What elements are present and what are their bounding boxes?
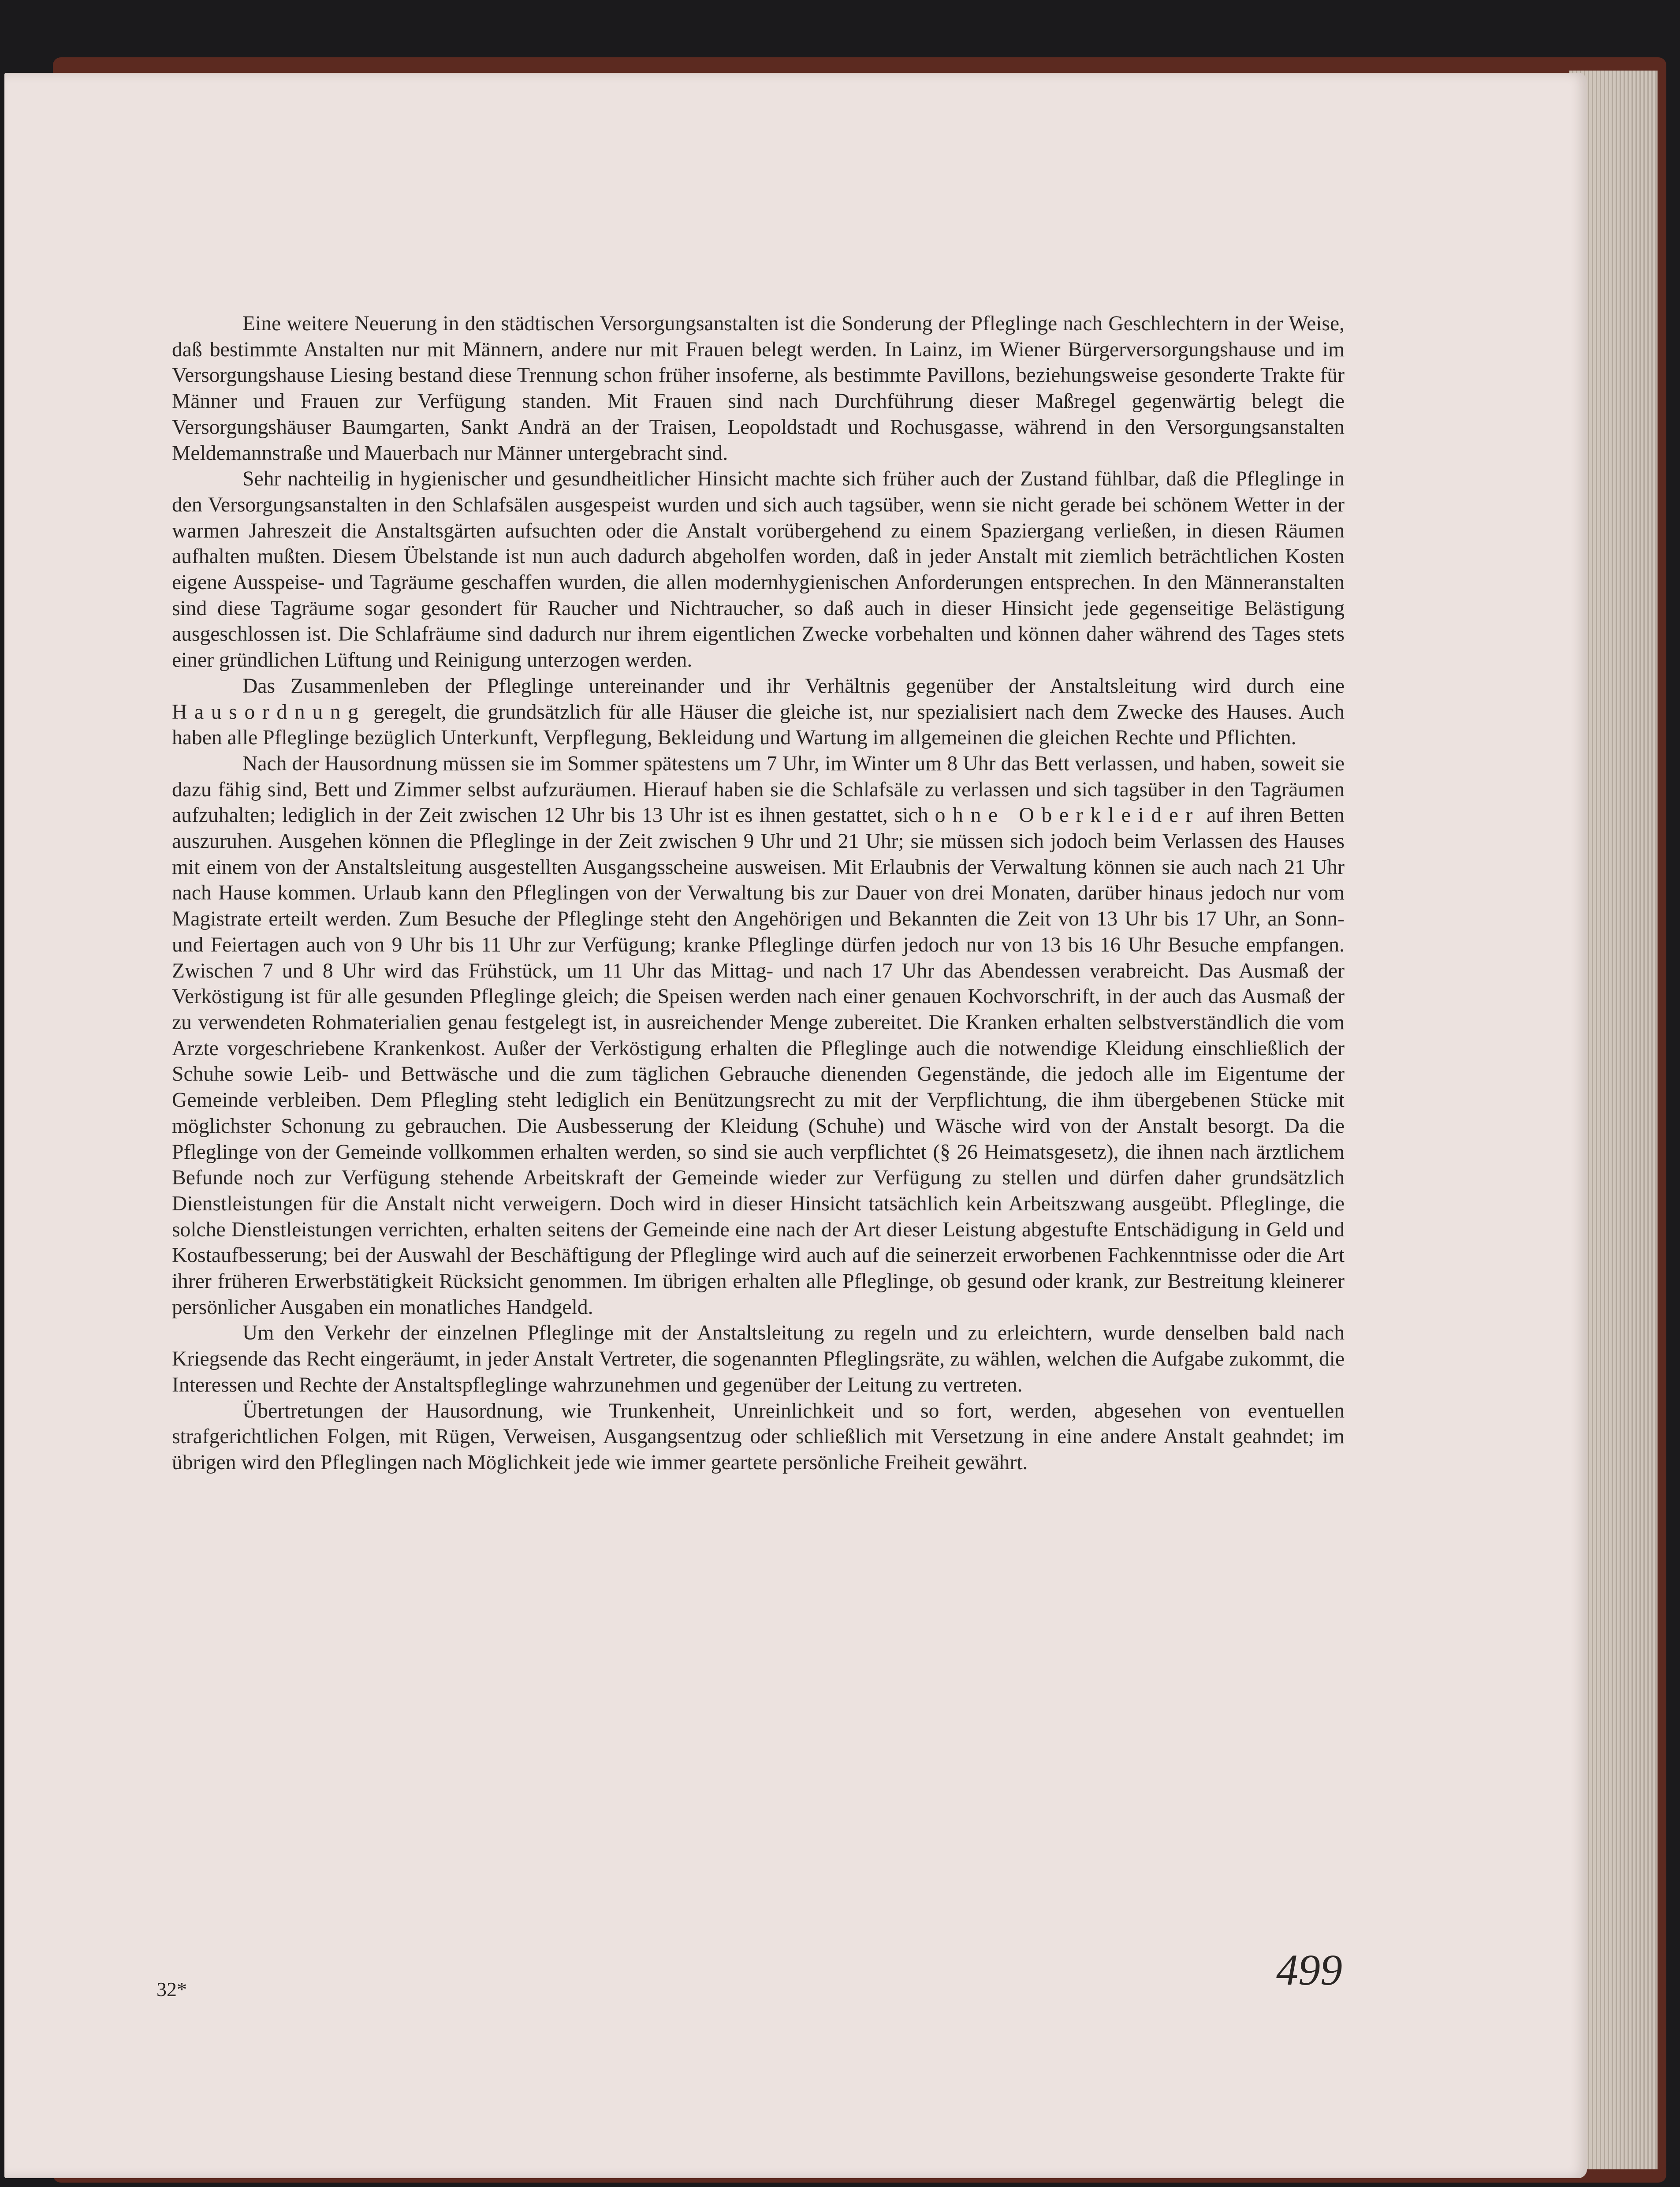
text-run: geregelt, die grundsätzlich für alle Häuser die gleiche ist, nur spezialisiert nach dem Zwecke des Hauses. Auch haben alle Pfleglinge bezüglich Unterkunft, Verpflegung, Bekleidung und Wartung im allgemeinen die gleichen Rechte und Pflichten. (172, 700, 1345, 750)
printer-signature-mark: 32* (156, 1978, 187, 2000)
text-run: Um den Verkehr der einzelnen Pfleglinge mit der Anstaltsleitung zu regeln und zu erleichtern, wurde denselben bald nach Kriegsende das Recht eingeräumt, in jeder Anstalt Vertreter, die sogenannten Pfleglingsräte, zu wählen, welchen die Aufgabe zukommt, die Interessen und Rechte der Anstaltspfleglinge wahrzunehmen und gegenüber der Leitung zu vertreten. (172, 1321, 1345, 1396)
page-number: 499 (1276, 1945, 1342, 1994)
body-text (172, 311, 1345, 1476)
text-run: Das Zusammenleben der Pfleglinge untereinander und ihr Verhältnis gegenüber der Anstaltsleitung wird durch eine (242, 674, 1345, 698)
paragraph (172, 1398, 1345, 1476)
paragraph (172, 673, 1345, 751)
text-run: Sehr nachteilig in hygienischer und gesundheitlicher Hinsicht machte sich früher auch der Zustand fühlbar, daß die Pfleglinge in den Versorgungsanstalten in den Schlafsälen ausgespeist wurden und sich auch tagsüber, wenn sie nicht gerade bei schönem Wetter in der warmen Jahreszeit die Anstaltsgärten aufsuchten oder die Anstalt vorübergehend zu einem Spaziergang verließen, in diesen Räumen aufhalten mußten. Diesem Übelstande ist nun auch dadurch abgeholfen worden, daß in jeder Anstalt mit ziemlich beträchtlichen Kosten eigene Ausspeise- und Tagräume geschaffen wurden, die allen modernhygienischen Anforderungen entsprechen. In den Männeranstalten sind diese Tagräume sogar gesondert für Raucher und Nichtraucher, so daß auch in dieser Hinsicht jede gegenseitige Belästigung ausgeschlossen ist. Die Schlafräume sind dadurch nur ihrem eigentlichen Zwecke vorbehalten und können daher während des Tages stets einer gründlichen Lüftung und Reinigung unterzogen werden. (172, 467, 1345, 672)
spaced-emphasis-text: ohne Oberkleider (935, 804, 1200, 827)
text-run: Übertretungen der Hausordnung, wie Trunkenheit, Unreinlichkeit und so fort, werden, abgesehen von eventuellen strafgerichtlichen Folgen, mit Rügen, Verweisen, Ausgangsentzug oder schließlich mit Versetzung in eine andere Anstalt geahndet; im übrigen wird den Pfleglingen nach Möglichkeit jede wie immer geartete persönliche Freiheit gewährt. (172, 1399, 1345, 1474)
spaced-emphasis-text: Hausordnung (172, 700, 366, 724)
paragraph (172, 1320, 1345, 1398)
text-run: Eine weitere Neuerung in den städtischen Versorgungsanstalten ist die Sonderung der Pfleglinge nach Geschlechtern in der Weise, daß bestimmte Anstalten nur mit Männern, andere nur mit Frauen belegt werden. In Lainz, im Wiener Bürgerversorgungshause und im Versorgungshause Liesing bestand diese Trennung schon früher insoferne, als bestimmte Pavillons, beziehungsweise gesonderte Trakte für Männer und Frauen zur Verfügung standen. Mit Frauen sind nach Durchführung dieser Maßregel gegenwärtig belegt die Versorgungshäuser Baumgarten, Sankt Andrä an der Traisen, Leopoldstadt und Rochusgasse, während in den Versorgungsanstalten Meldemannstraße und Mauerbach nur Männer untergebracht sind. (172, 312, 1345, 465)
text-run: Nach der Hausordnung müssen sie im Sommer spätestens um 7 Uhr, im Winter um 8 Uhr das Bett verlassen, und haben, soweit sie dazu fähig sind, Bett und Zimmer selbst aufzuräumen. Hierauf haben sie die Schlafsäle zu verlassen und sich tagsüber in den Tagräumen aufzuhalten; lediglich in der Zeit zwischen 12 Uhr bis 13 Uhr ist es ihnen gestattet, sich (172, 752, 1345, 827)
page-sheet (4, 73, 1587, 2178)
paragraph (172, 311, 1345, 466)
paragraph (172, 466, 1345, 673)
text-run: auf ihren Betten auszuruhen. Ausgehen können die Pfleglinge in der Zeit zwischen 9 Uhr und 21 Uhr; sie müssen sich jodoch beim Verlassen des Hauses mit einem von der Anstaltsleitung ausgestellten Ausgangsscheine ausweisen. Mit Erlaubnis der Verwaltung können sie auch nach 21 Uhr nach Hause kommen. Urlaub kann den Pfleglingen von der Verwaltung bis zur Dauer von drei Monaten, darüber hinaus jedoch nur vom Magistrate erteilt werden. Zum Besuche der Pfleglinge steht den Angehörigen und Bekannten die Zeit von 13 Uhr bis 17 Uhr, an Sonn- und Feiertagen auch von 9 Uhr bis 11 Uhr zur Verfügung; kranke Pfleglinge dürfen jedoch nur von 13 bis 16 Uhr Besuche empfangen. Zwischen 7 und 8 Uhr wird das Frühstück, um 11 Uhr das Mittag- und nach 17 Uhr das Abendessen verabreicht. Das Ausmaß der Verköstigung ist für alle gesunden Pfleglinge gleich; die Speisen werden nach einer genauen Kochvorschrift, in der auch das Ausmaß der zu verwendeten Rohmaterialien genau festgelegt ist, in ausreichender Menge zubereitet. Die Kranken erhalten selbstverständlich die vom Arzte vorgeschriebene Krankenkost. Außer der Verköstigung erhalten die Pfleglinge auch die notwendige Kleidung einschließlich der Schuhe sowie Leib- und Bettwäsche und die zum täglichen Gebrauche dienenden Gegenstände, die jedoch alle im Eigentume der Gemeinde verbleiben. Dem Pflegling steht lediglich ein Benützungsrecht zu mit der Verpflichtung, die ihm übergebenen Stücke mit möglichster Schonung zu gebrauchen. Die Ausbesserung der Kleidung (Schuhe) und Wäsche wird von der Anstalt besorgt. Da die Pfleglinge von der Gemeinde vollkommen erhalten werden, so sind sie auch verpflichtet (§ 26 Heimatsgesetz), die ihnen nach ärztlichem Befunde noch zur Verfügung stehende Arbeitskraft der Gemeinde wieder zur Verfügung zu stellen und dürfen daher grundsätzlich Dienstleistungen für die Anstalt nicht verweigern. Doch wird in dieser Hinsicht tatsächlich kein Arbeitszwang ausgeübt. Pfleglinge, die solche Dienstleistungen verrichten, erhalten seitens der Gemeinde eine nach der Art dieser Leistung abgestufte Entschädigung in Geld und Kostaufbesserung; bei der Auswahl der Beschäftigung der Pfleglinge wird auch auf die seinerzeit erworbenen Fachkenntnisse oder die Art ihrer früheren Erwerbstätigkeit Rücksicht genommen. Im übrigen erhalten alle Pfleglinge, ob gesund oder krank, zur Bestreitung kleinerer persönlicher Ausgaben ein monatliches Handgeld. (172, 804, 1345, 1319)
paragraph (172, 751, 1345, 1320)
